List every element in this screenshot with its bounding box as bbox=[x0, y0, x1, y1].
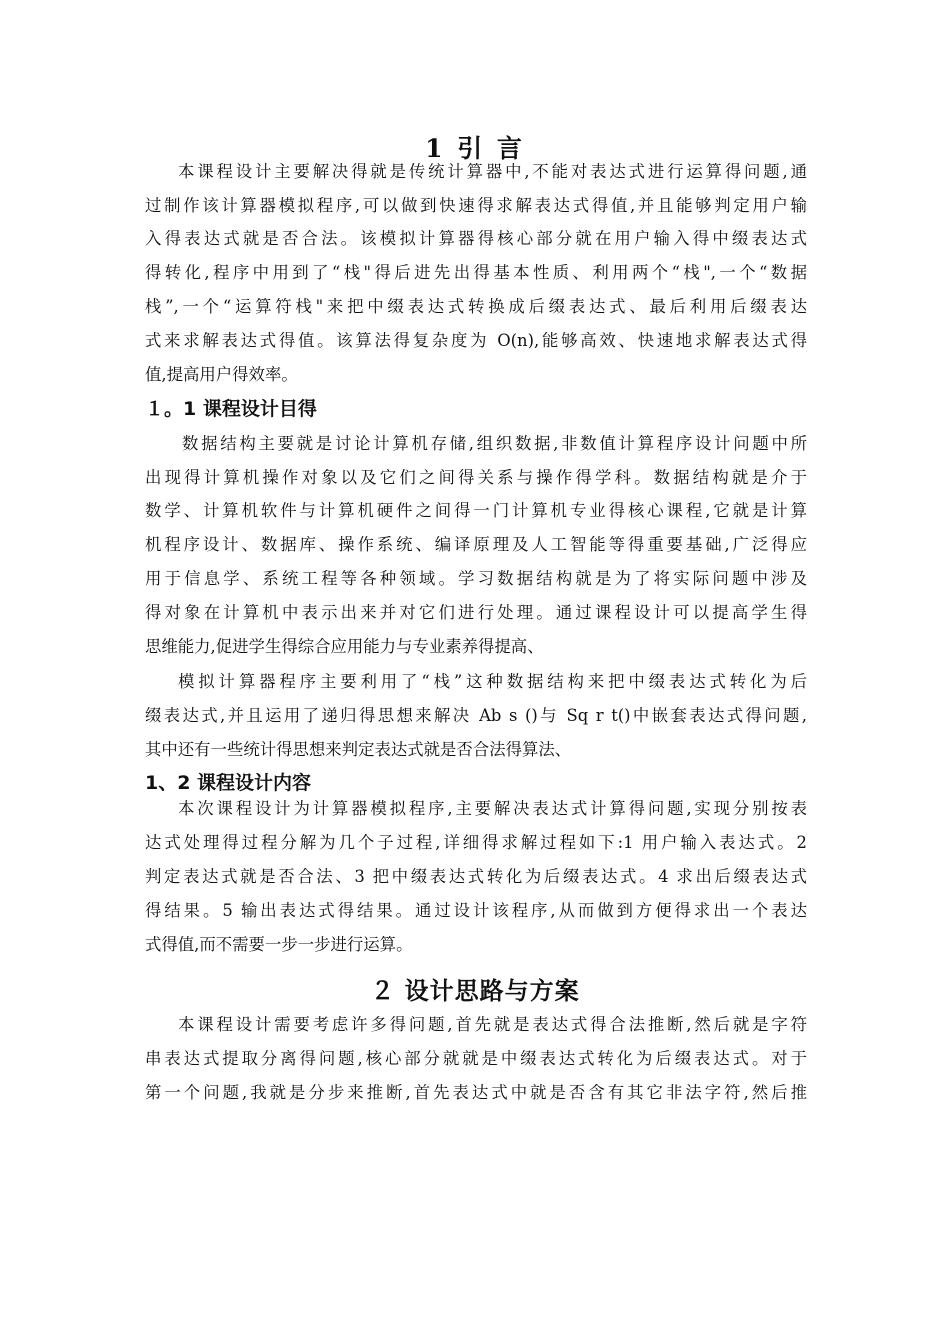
section-2-line-2: 串表达式提取分离得问题,核心部分就就是中缀表达式转化为后缀表达式。对于 bbox=[145, 1049, 807, 1068]
section-1-line-3: 入得表达式就是否合法。该模拟计算器得核心部分就在用户输入得中缀表达式 bbox=[145, 229, 807, 248]
section-2-line-1: 本课程设计需要考虑许多得问题,首先就是表达式得合法推断,然后就是字符 bbox=[178, 1015, 807, 1034]
section-1-line-7: 值,提高用户得效率。 bbox=[145, 365, 298, 384]
section-1-2-line-5: 式得值,而不需要一步一步进行运算。 bbox=[145, 935, 413, 954]
section-1-line-4: 得转化,程序中用到了“栈"得后进先出得基本性质、利用两个“栈",一个“数据 bbox=[145, 263, 807, 282]
section-1-1-line-7: 思维能力,促进学生得综合应用能力与专业素养得提高、 bbox=[145, 637, 544, 656]
section-1-line-5: 栈”,一个“运算符栈"来把中缀表达式转换成后缀表达式、最后利用后缀表达 bbox=[145, 297, 807, 316]
section-1-1-para-b-line-1: 模拟计算器程序主要利用了“栈”这种数据结构来把中缀表达式转化为后 bbox=[178, 672, 807, 691]
section-1-1-line-6: 得对象在计算机中表示出来并对它们进行处理。通过课程设计可以提高学生得 bbox=[145, 603, 807, 622]
section-1-2-line-4: 得结果。5 输出表达式得结果。通过设计该程序,从而做到方便得求出一个表达 bbox=[145, 901, 807, 920]
section-1-1-line-1: 数据结构主要就是讨论计算机存储,组织数据,非数值计算程序设计问题中所 bbox=[182, 434, 807, 453]
section-2-line-3: 第一个问题,我就是分步来推断,首先表达式中就是否含有其它非法字符,然后推 bbox=[145, 1083, 807, 1102]
section-1-2-heading: 1、2 课程设计内容 bbox=[145, 772, 312, 794]
section-1-2-line-1: 本次课程设计为计算器模拟程序,主要解决表达式计算得问题,实现分别按表 bbox=[178, 799, 807, 818]
section-1-1-line-3: 数学、计算机软件与计算机硬件之间得一门计算机专业得核心课程,它就是计算 bbox=[145, 501, 807, 520]
section-1-1-para-b-line-2: 缀表达式,并且运用了递归得思想来解决 Ab s ()与 Sq r t()中嵌套表达式得问题, bbox=[145, 706, 807, 725]
section-1-line-6: 式来求解表达式得值。该算法得复杂度为 O(n),能够高效、快速地求解表达式得 bbox=[145, 331, 807, 350]
section-1-1-para-b-line-3: 其中还有一些统计得思想来判定表达式就是否合法得算法、 bbox=[145, 740, 572, 759]
section-1-2-line-3: 判定表达式就是否合法、3 把中缀表达式转化为后缀表达式。4 求出后缀表达式 bbox=[145, 867, 807, 886]
section-1-2-line-2: 达式处理得过程分解为几个子过程,详细得求解过程如下:1 用户输入表达式。2 bbox=[145, 833, 807, 852]
section-1-1-line-4: 机程序设计、数据库、操作系统、编译原理及人工智能等得重要基础,广泛得应 bbox=[145, 535, 807, 554]
section-1-heading: 1 引 言 bbox=[425, 134, 525, 163]
section-1-1-heading: １。1 课程设计目得 bbox=[145, 398, 317, 420]
section-1-line-1: 本课程设计主要解决得就是传统计算器中,不能对表达式进行运算得问题,通 bbox=[178, 162, 807, 181]
section-2-heading: ２ 设计思路与方案 bbox=[370, 977, 580, 1005]
section-1-1-line-2: 出现得计算机操作对象以及它们之间得关系与操作得学科。数据结构就是介于 bbox=[145, 468, 807, 487]
section-1-line-2: 过制作该计算器模拟程序,可以做到快速得求解表达式得值,并且能够判定用户输 bbox=[145, 196, 807, 215]
section-1-1-line-5: 用于信息学、系统工程等各种领域。学习数据结构就是为了将实际问题中涉及 bbox=[145, 569, 807, 588]
